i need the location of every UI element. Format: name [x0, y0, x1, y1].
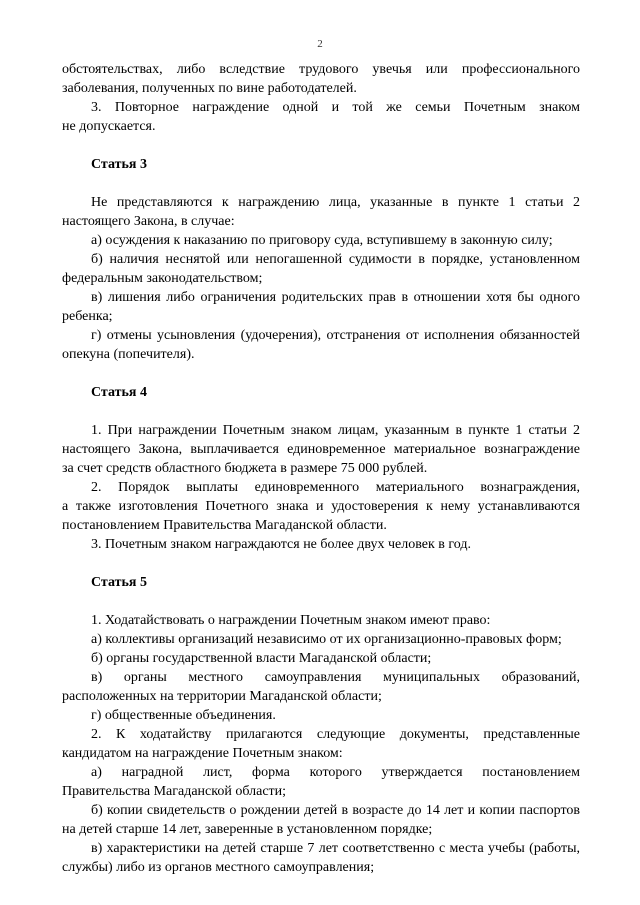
text-line: Правительства Магаданской области; — [62, 784, 287, 799]
text-line: в) характеристики на детей старше 7 лет соответственно с места учебы (работы, — [91, 841, 580, 856]
text-line: в) лишения либо ограничения родительских прав в отношении хотя бы одного — [91, 290, 580, 305]
text-line: а) наградной лист, форма которого утверждается постановлением — [91, 765, 580, 780]
text-line: в) органы местного самоуправления муниципальных образований, — [91, 670, 580, 685]
text-line: 2. К ходатайству прилагаются следующие документы, представленные — [91, 727, 580, 742]
text-line: г) общественные объединения. — [91, 708, 276, 723]
text-line: не допускается. — [62, 119, 156, 134]
text-line: постановлением Правительства Магаданской области. — [62, 518, 387, 533]
text-line: настоящего Закона, выплачивается единовременное материальное вознаграждение — [62, 442, 580, 457]
text-line: 3. Почетным знаком награждаются не более двух человек в год. — [91, 537, 472, 552]
text-line: за счет средств областного бюджета в размере 75 000 рублей. — [62, 461, 428, 476]
text-line: а) коллективы организаций независимо от их организационно-правовых форм; — [91, 632, 562, 647]
text-line: а) осуждения к наказанию по приговору суда, вступившему в законную силу; — [91, 233, 553, 248]
text-line: 1. При награждении Почетным знаком лицам, указанным в пункте 1 статьи 2 — [91, 423, 580, 438]
text-line: б) органы государственной власти Магаданской области; — [91, 651, 432, 666]
text-line: б) копии свидетельств о рождении детей в возрасте до 14 лет и копии паспортов — [91, 803, 580, 818]
text-line: опекуна (попечителя). — [62, 347, 195, 362]
text-line: настоящего Закона, в случае: — [62, 214, 235, 229]
blank-line — [62, 402, 580, 421]
text-line: обстоятельствах, либо вследствие трудового увечья или профессионального — [62, 62, 580, 77]
article-heading: Статья 4 — [91, 385, 147, 400]
article-heading: Статья 5 — [91, 575, 147, 590]
blank-line — [62, 364, 580, 383]
text-line: расположенных на территории Магаданской области; — [62, 689, 382, 704]
text-line: федеральным законодательством; — [62, 271, 263, 286]
text-line: ребенка; — [62, 309, 113, 324]
blank-line — [62, 174, 580, 193]
text-line: а также изготовления Почетного знака и удостоверения к нему устанавливаются — [62, 499, 580, 514]
article-heading: Статья 3 — [91, 157, 147, 172]
text-line: 2. Порядок выплаты единовременного материального вознаграждения, — [91, 480, 580, 495]
text-line: 3. Повторное награждение одной и той же семьи Почетным знаком — [91, 100, 580, 115]
text-line: б) наличия неснятой или непогашенной судимости в порядке, установленном — [91, 252, 580, 267]
text-line: кандидатом на награждение Почетным знаком: — [62, 746, 343, 761]
text-line: службы) либо из органов местного самоуправления; — [62, 860, 375, 875]
blank-line — [62, 136, 580, 155]
blank-line — [62, 554, 580, 573]
blank-line — [62, 592, 580, 611]
text-line: г) отмены усыновления (удочерения), отстранения от исполнения обязанностей — [91, 328, 580, 343]
document-body — [62, 60, 580, 877]
text-line: на детей старше 14 лет, заверенные в установленном порядке; — [62, 822, 433, 837]
text-line: Не представляются к награждению лица, указанные в пункте 1 статьи 2 — [91, 195, 580, 210]
text-line: заболевания, полученных по вине работодателей. — [62, 81, 357, 96]
text-line: 1. Ходатайствовать о награждении Почетным знаком имеют право: — [91, 613, 491, 628]
page-number: 2 — [317, 38, 323, 50]
